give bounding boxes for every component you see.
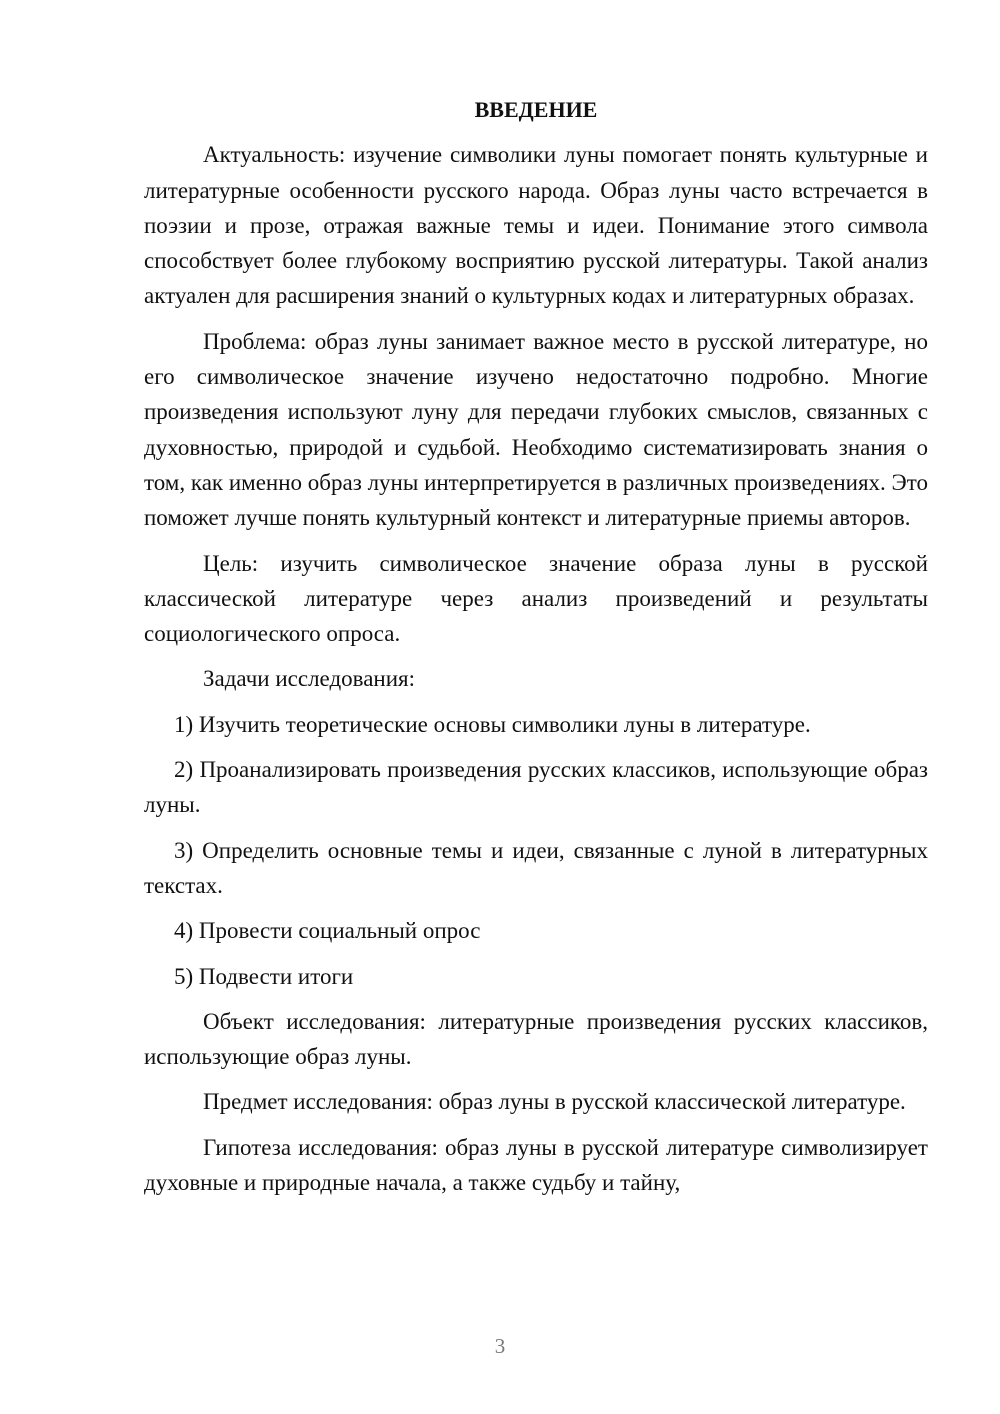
tasks-title: Задачи исследования: [203, 666, 416, 692]
problem-paragraph: Проблема: образ луны занимает важное место в русской литературе, но его символическое значение изучено недостаточно подробно. Многие произведения используют луну для передачи глубоких смыслов, связанных с духовностью, природой и судьбой. Необходимо систематизировать знания о том, как именно образ луны интерпретируется в различных произведениях. Это поможет лучше понять культурный контекст и литературные приемы авторов. [144, 328, 928, 531]
task-item-5: 5) Подвести итоги [174, 963, 354, 989]
task-item-2: 2) Проанализировать произведения русских классиков, использующие образ луны. [144, 757, 928, 818]
task-item-1: 1) Изучить теоретические основы символики луны в литературе. [174, 711, 811, 737]
relevance-paragraph: Актуальность: изучение символики луны помогает понять культурные и литературные особенности русского народа. Образ луны часто встречается в поэзии и прозе, отражая важные темы и идеи. Понимание этого символа способствует более глубокому восприятию русской литературы. Такой анализ актуален для расширения знаний о культурных кодах и литературных образах. [144, 142, 928, 309]
task-item-4: 4) Провести социальный опрос [174, 918, 481, 944]
section-heading: ВВЕДЕНИЕ [474, 97, 598, 122]
page-number: 3 [494, 1334, 506, 1358]
page-content [144, 92, 928, 1200]
subject-paragraph: Предмет исследования: образ луны в русской классической литературе. [203, 1089, 906, 1115]
hypothesis-paragraph: Гипотеза исследования: образ луны в русской литературе символизирует духовные и природные начала, а также судьбу и тайну, [144, 1134, 928, 1196]
goal-paragraph: Цель: изучить символическое значение образа луны в русской классической литературе через анализ произведений и результаты социологического опроса. [144, 550, 928, 647]
task-item-3: 3) Определить основные темы и идеи, связанные с луной в литературных текстах. [144, 837, 928, 898]
object-paragraph: Объект исследования: литературные произведения русских классиков, использующие образ луны. [144, 1008, 928, 1070]
